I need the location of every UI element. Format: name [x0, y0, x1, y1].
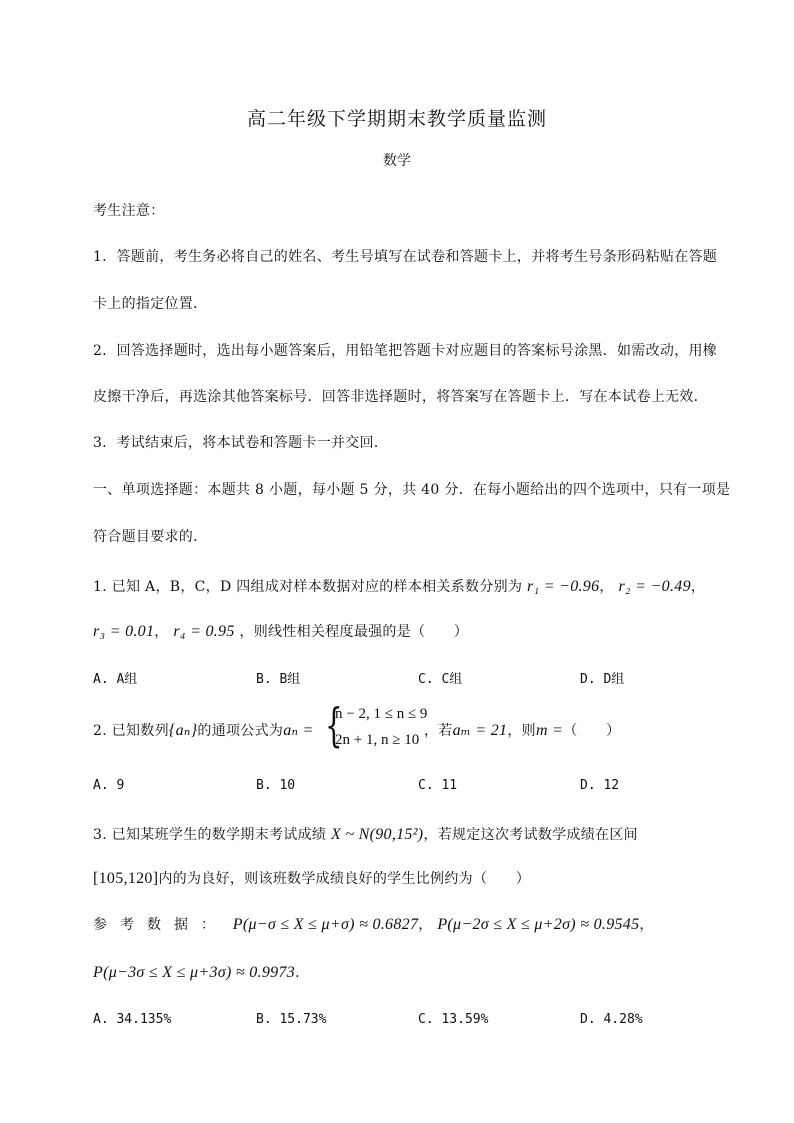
- q2-option-c[interactable]: C. 11: [418, 778, 458, 793]
- question-1-line-2: r₃ = 0.01， r₄ = 0.95 ，则线性相关程度最强的是（ ）: [93, 623, 469, 640]
- question-2-stem: 2. 已知数列: [93, 723, 169, 739]
- reference-3: P(μ−3σ ≤ X ≤ μ+3σ) ≈ 0.9973: [93, 964, 296, 981]
- section-heading-line-2: 符合题目要求的．: [93, 529, 208, 545]
- piecewise-case-1: n − 2, 1 ≤ n ≤ 9: [335, 706, 428, 722]
- notice-item-3: 3．考试结束后，将本试卷和答题卡一并交回．: [93, 435, 389, 451]
- r2-value: r₂ = −0.49: [618, 578, 691, 595]
- reference-1: P(μ−σ ≤ X ≤ μ+σ) ≈ 0.6827: [232, 916, 419, 933]
- score-interval: [105,120]: [93, 870, 159, 887]
- q3-option-b[interactable]: B. 15.73%: [256, 1012, 327, 1027]
- am-equation: aₘ = 21: [452, 722, 508, 739]
- question-2-condition-prefix: ，若: [424, 723, 453, 739]
- question-2-then: ，则: [507, 723, 536, 739]
- question-3-reference-line-1: 参考数据： P(μ−σ ≤ X ≤ μ+σ) ≈ 0.6827， P(μ−2σ ≤ X ≤ μ+2σ) ≈ 0.9545，: [93, 916, 654, 933]
- notice-item-1-line-1: 1．答题前，考生务必将自己的姓名、考生号填写在试卷和答题卡上，并将考生号条形码粘贴在答题: [93, 249, 718, 265]
- notice-item-2-line-2: 皮擦干净后，再选涂其他答案标号．回答非选择题时，将答案写在答题卡上．写在本试卷上无效．: [93, 389, 708, 405]
- q3-option-d[interactable]: D. 4.28%: [580, 1012, 643, 1027]
- question-2-stem-2: 的通项公式为: [197, 723, 284, 739]
- notice-item-1-line-2: 卡上的指定位置．: [93, 296, 208, 312]
- q1-option-b[interactable]: B. B组: [256, 672, 301, 687]
- q1-option-d[interactable]: D. D组: [580, 672, 625, 687]
- reference-3-end: ．: [295, 965, 310, 981]
- q2-option-b[interactable]: B. 10: [256, 778, 296, 793]
- notice-heading: 考生注意：: [93, 203, 165, 219]
- general-term: aₙ =: [283, 722, 314, 739]
- reference-label: 参考数据：: [93, 917, 228, 933]
- question-1-stem: 1. 已知 A，B，C，D 四组成对样本数据对应的样本相关系数分别为: [93, 579, 523, 595]
- r3-value: r₃ = 0.01: [93, 623, 155, 640]
- normal-distribution: X ~ N(90,15²): [330, 826, 424, 843]
- notice-item-2-line-1: 2．回答选择题时，选出每小题答案后，用铅笔把答题卡对应题目的答案标号涂黑．如需改动，用橡: [93, 343, 718, 359]
- question-1-line-1: 1. 已知 A，B，C，D 四组成对样本数据对应的样本相关系数分别为 r₁ = −0.96， r₂ = −0.49，: [93, 578, 706, 595]
- subject-label: 数学: [383, 153, 411, 169]
- question-3-line-2: [93, 868, 530, 888]
- sequence-symbol: {aₙ}: [168, 722, 198, 739]
- q1-option-a[interactable]: A. A组: [93, 672, 138, 687]
- q3-option-a[interactable]: A. 34.135%: [93, 1012, 172, 1027]
- r1-value: r₁ = −0.96: [527, 578, 600, 595]
- q1-option-c[interactable]: C. C组: [418, 672, 463, 687]
- question-3-line-1: [93, 824, 638, 844]
- q2-option-a[interactable]: A. 9: [93, 778, 125, 793]
- question-3-reference-line-2: [93, 962, 309, 982]
- question-2-line-1-tail: [424, 720, 620, 740]
- piecewise-case-2: 2n + 1, n ≥ 10: [335, 732, 420, 748]
- question-2-line-1: [93, 720, 314, 740]
- section-heading-line-1: 一、单项选择题：本题共 8 小题，每小题 5 分，共 40 分．在每小题给出的四个选项中，只有一项是: [93, 482, 731, 498]
- question-2-blank: （ ）: [563, 723, 621, 739]
- piecewise-brace: {: [325, 698, 343, 752]
- q2-option-d[interactable]: D. 12: [580, 778, 620, 793]
- r4-value: r₄ = 0.95: [173, 623, 235, 640]
- question-1-ask: ，则线性相关程度最强的是（ ）: [239, 624, 469, 640]
- exam-title: 高二年级下学期期末教学质量监测: [246, 108, 547, 130]
- q3-option-c[interactable]: C. 13.59%: [418, 1012, 489, 1027]
- m-symbol: m =: [535, 722, 564, 739]
- question-3-stem-2: ，若规定这次考试数学成绩在区间: [423, 827, 638, 843]
- reference-2: P(μ−2σ ≤ X ≤ μ+2σ) ≈ 0.9545: [437, 916, 640, 933]
- question-3-ask: 内的为良好，则该班数学成绩良好的学生比例约为（ ）: [158, 871, 531, 887]
- question-3-stem: 3. 已知某班学生的数学期末考试成绩: [93, 827, 327, 843]
